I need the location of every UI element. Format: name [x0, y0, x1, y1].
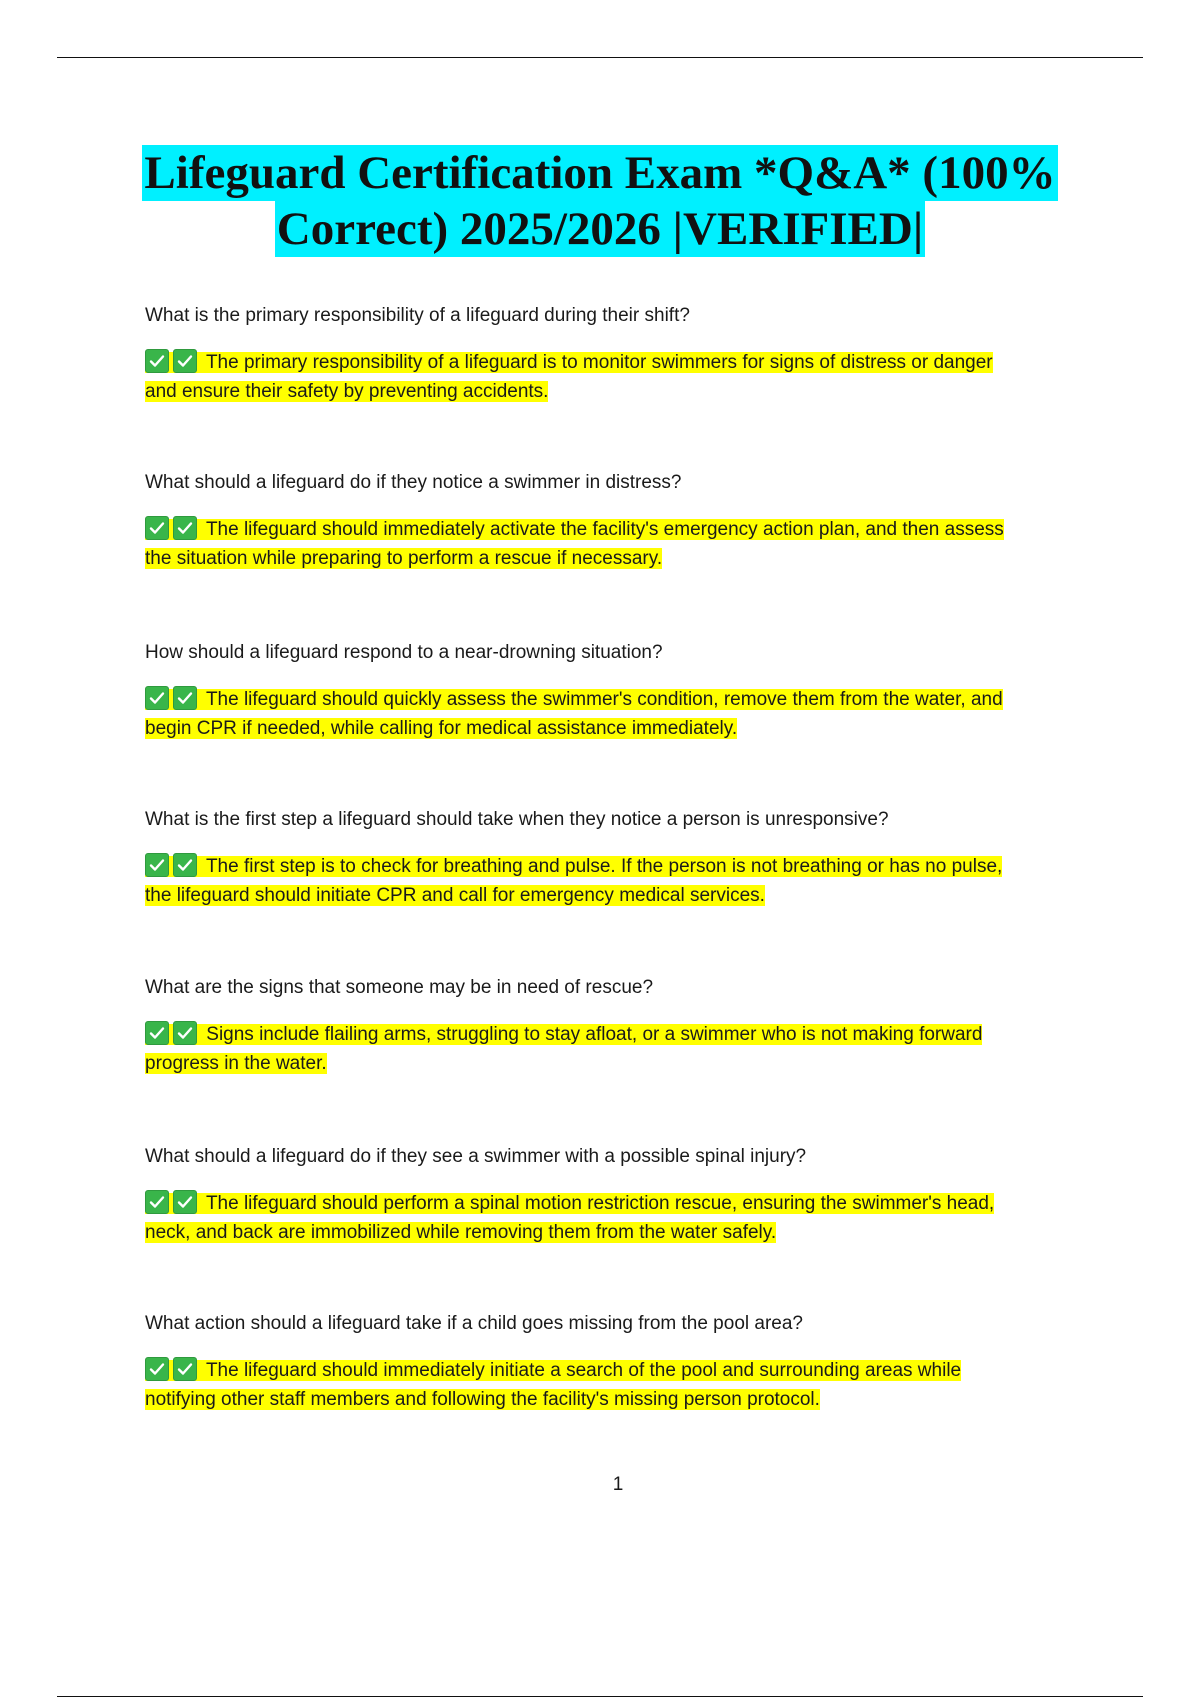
answer-line-2: begin CPR if needed, while calling for medical assistance immediately. — [145, 718, 738, 739]
answer-line-2: neck, and back are immobilized while removing them from the water safely. — [145, 1222, 777, 1243]
question-text: What is the first step a lifeguard should take when they notice a person is unresponsive? — [145, 809, 889, 830]
green-check-mark-icon — [173, 516, 197, 540]
answer-line-1: The primary responsibility of a lifeguard is to monitor swimmers for signs of distress or danger — [205, 352, 993, 373]
green-check-mark-icon — [173, 1357, 197, 1381]
title-line-1: Lifeguard Certification Exam *Q&A* (100% — [144, 147, 1056, 199]
green-check-mark-icon — [145, 853, 169, 877]
question-text: What should a lifeguard do if they notice a swimmer in distress? — [145, 472, 682, 493]
qa-item — [145, 469, 1075, 573]
qa-item — [145, 1310, 1075, 1414]
green-check-mark-icon — [145, 1357, 169, 1381]
qa-item — [145, 639, 1075, 743]
green-check-mark-icon — [145, 1190, 169, 1214]
answer-line-1: The first step is to check for breathing and pulse. If the person is not breathing or has no pulse, — [205, 856, 1003, 877]
answer-text — [145, 852, 1075, 910]
document-title — [100, 145, 1100, 257]
title-line-2: Correct) 2025/2026 |VERIFIED| — [276, 203, 924, 255]
green-check-mark-icon — [145, 686, 169, 710]
green-check-mark-icon — [173, 349, 197, 373]
answer-line-2: and ensure their safety by preventing accidents. — [145, 381, 549, 402]
question-text: What are the signs that someone may be in need of rescue? — [145, 977, 654, 998]
green-check-mark-icon — [145, 1021, 169, 1045]
green-check-mark-icon — [145, 516, 169, 540]
answer-line-2: the situation while preparing to perform a rescue if necessary. — [145, 548, 663, 569]
qa-item — [145, 1143, 1075, 1247]
qa-item — [145, 974, 1075, 1078]
green-check-mark-icon — [173, 1021, 197, 1045]
qa-item — [145, 302, 1075, 406]
answer-line-1: Signs include flailing arms, struggling to stay afloat, or a swimmer who is not making forward — [206, 1024, 983, 1045]
answer-line-2: progress in the water. — [145, 1053, 327, 1074]
green-check-mark-icon — [173, 686, 197, 710]
answer-line-1: The lifeguard should immediately activate the facility's emergency action plan, and then assess — [205, 519, 1004, 540]
answer-text — [145, 1020, 1075, 1078]
answer-text — [145, 515, 1075, 573]
question-text: What action should a lifeguard take if a child goes missing from the pool area? — [145, 1313, 803, 1334]
qa-item — [145, 806, 1075, 910]
answer-line-1: The lifeguard should immediately initiate a search of the pool and surrounding areas while — [205, 1360, 962, 1381]
question-text: What should a lifeguard do if they see a swimmer with a possible spinal injury? — [145, 1146, 807, 1167]
page-number: 1 — [612, 1474, 624, 1495]
answer-line-1: The lifeguard should perform a spinal motion restriction rescue, ensuring the swimmer's head, — [205, 1193, 995, 1214]
bottom-divider — [57, 1696, 1143, 1697]
green-check-mark-icon — [173, 853, 197, 877]
answer-text — [145, 1189, 1075, 1247]
answer-line-2: the lifeguard should initiate CPR and call for emergency medical services. — [145, 885, 765, 906]
question-text: How should a lifeguard respond to a near-drowning situation? — [145, 642, 663, 663]
answer-text — [145, 1356, 1075, 1414]
question-text: What is the primary responsibility of a lifeguard during their shift? — [145, 305, 690, 326]
green-check-mark-icon — [173, 1190, 197, 1214]
green-check-mark-icon — [145, 349, 169, 373]
answer-line-2: notifying other staff members and following the facility's missing person protocol. — [145, 1389, 820, 1410]
answer-line-1: The lifeguard should quickly assess the swimmer's condition, remove them from the water, and — [205, 689, 1003, 710]
answer-text — [145, 348, 1075, 406]
answer-text — [145, 685, 1075, 743]
top-divider — [57, 57, 1143, 58]
